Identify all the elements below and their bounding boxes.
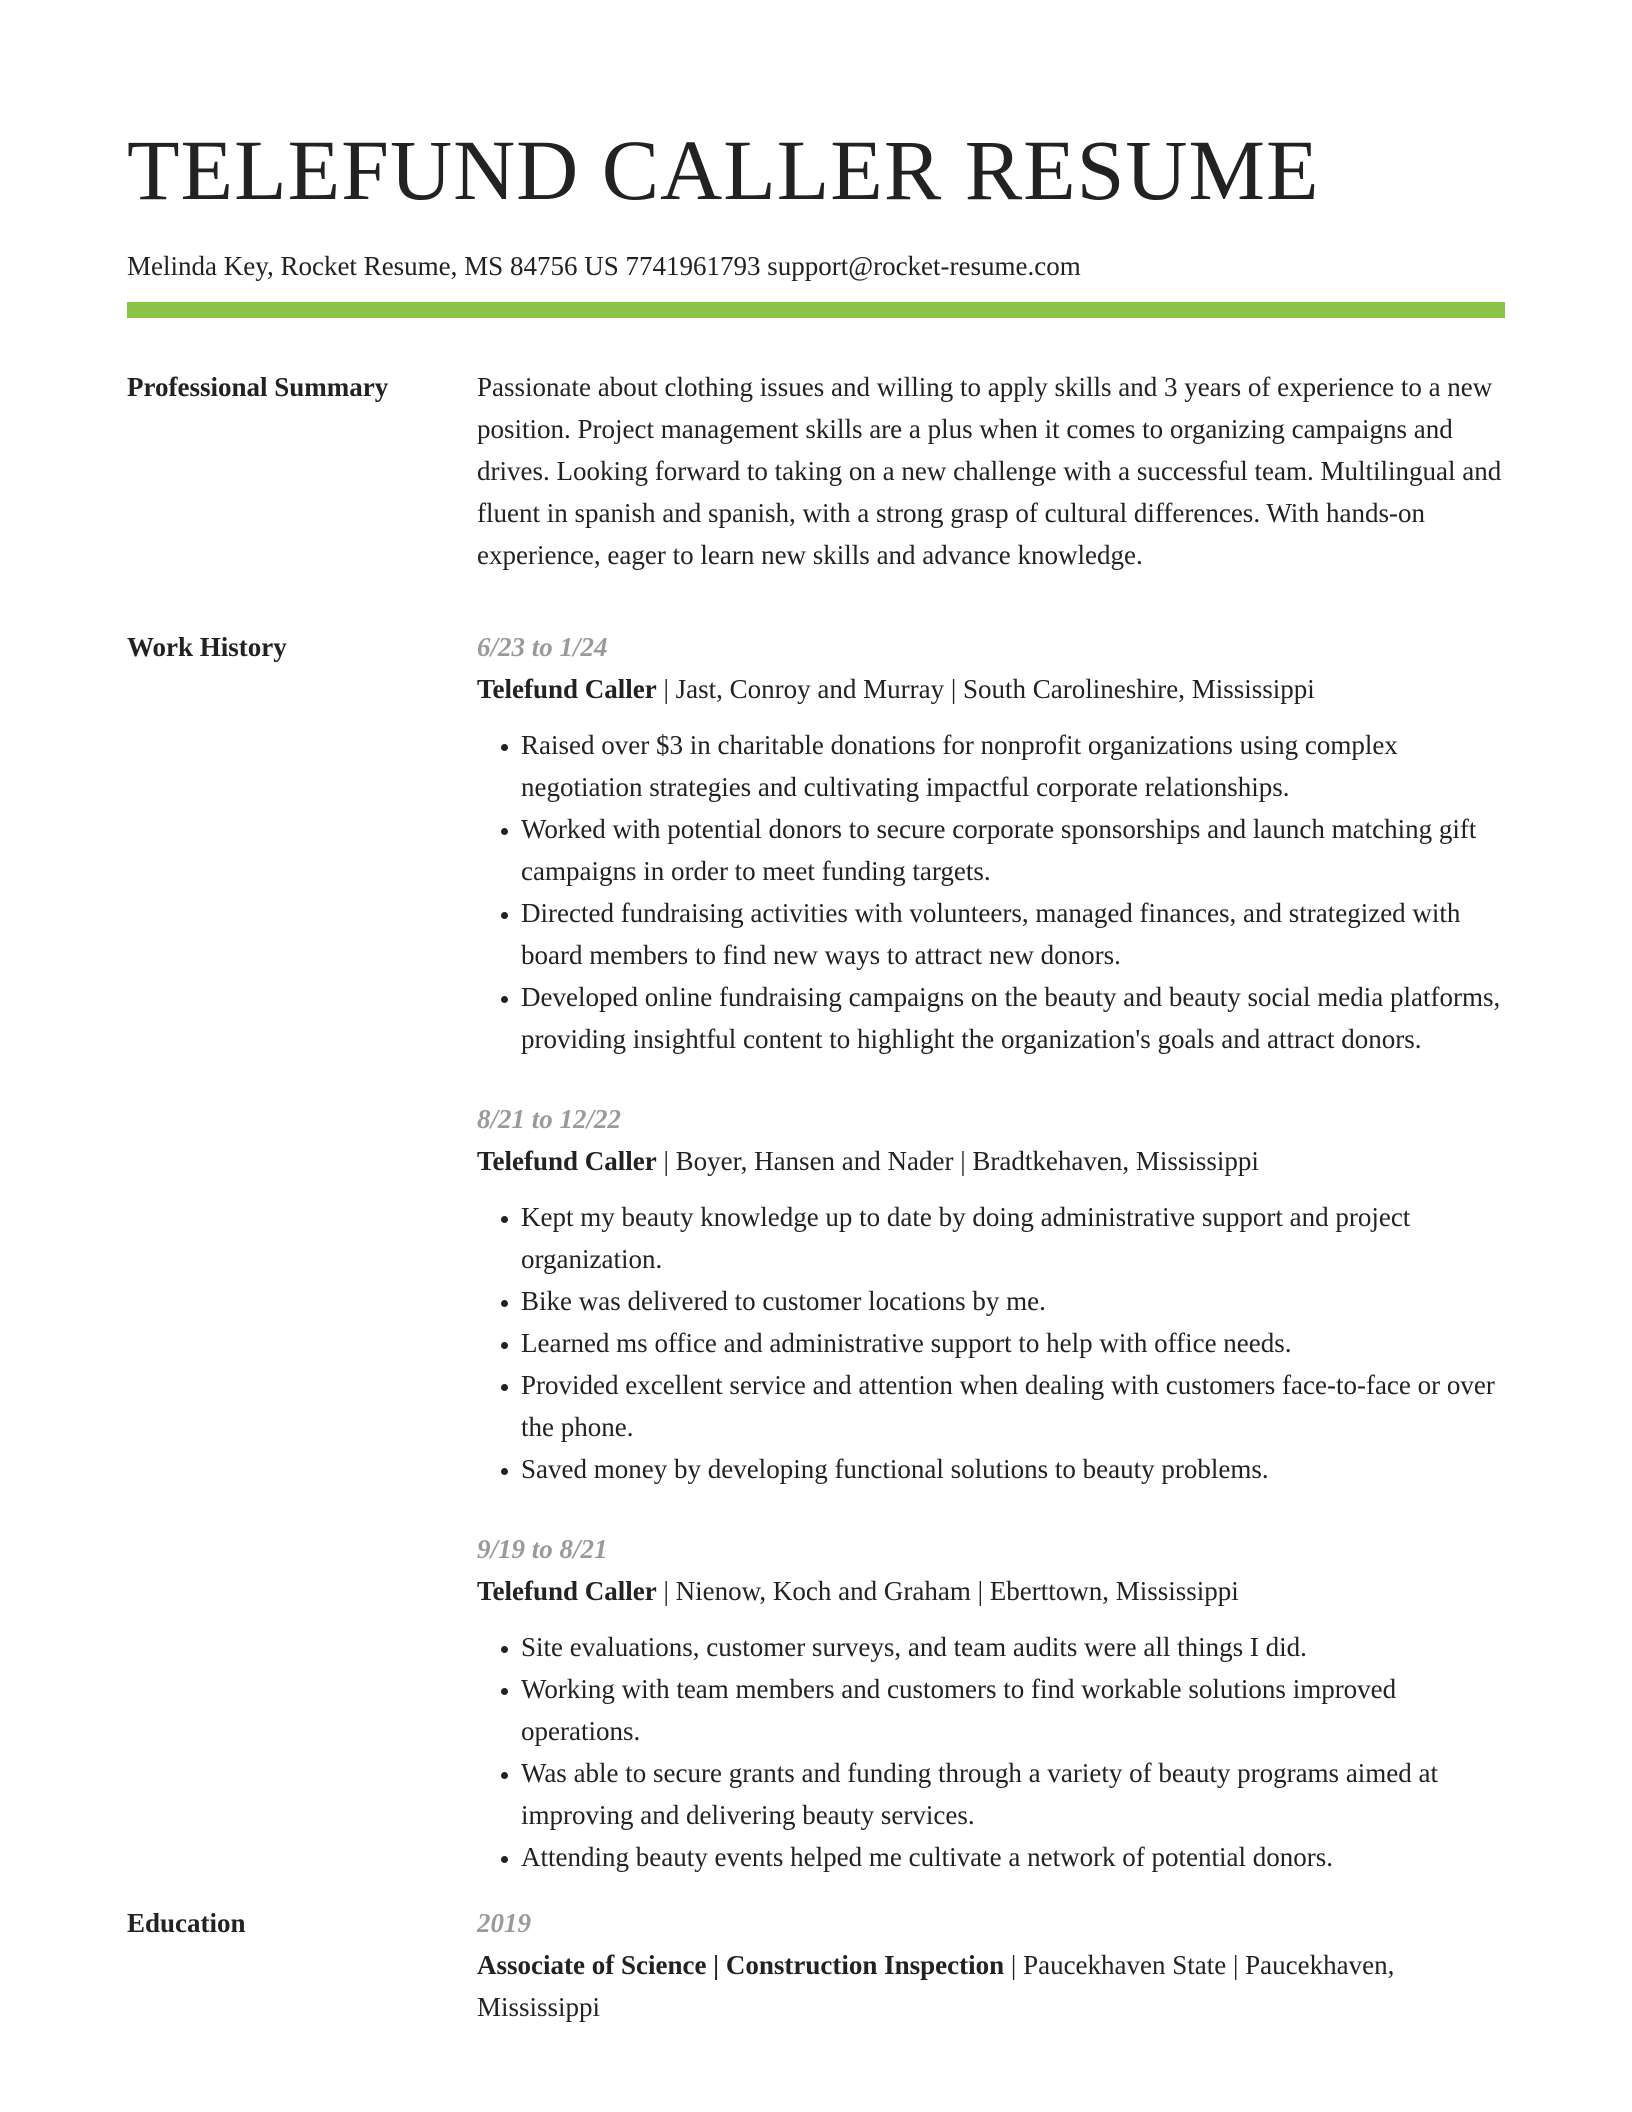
- contact-line: Melinda Key, Rocket Resume, MS 84756 US 7741961793 support@rocket-resume.com: [127, 251, 1081, 281]
- summary-body: [477, 366, 1505, 576]
- job-entry: [477, 1098, 1505, 1490]
- resume-title: TELEFUND CALLER RESUME: [127, 122, 1320, 218]
- job-bullets: [477, 1626, 1505, 1878]
- job-details: | Jast, Conroy and Murray | South Carolineshire, Mississippi: [656, 674, 1315, 704]
- job-bullet: • Provided excellent service and attention when dealing with customers face-to-face or over the phone.: [521, 1364, 1505, 1448]
- job-entry: [477, 1528, 1505, 1878]
- education-details: | Paucekhaven State | Paucekhaven, Mississippi: [477, 1950, 1395, 2022]
- job-entry: [477, 626, 1505, 1060]
- work-history-body: [477, 626, 1505, 1878]
- section-label-work-history: Work History: [127, 632, 287, 662]
- job-heading: [477, 1140, 1505, 1182]
- job-bullet: • Raised over $3 in charitable donations for nonprofit organizations using complex negotiation strategies and cultivating impactful corporate relationships.: [521, 724, 1505, 808]
- job-title: Telefund Caller: [477, 1146, 657, 1176]
- job-title: Telefund Caller: [477, 674, 657, 704]
- job-bullet: • Attending beauty events helped me cultivate a network of potential donors.: [521, 1836, 1505, 1878]
- job-bullet: • Developed online fundraising campaigns on the beauty and beauty social media platforms, providing insightful content to highlight the organization's goals and attract donors.: [521, 976, 1505, 1060]
- job-bullets: [477, 724, 1505, 1060]
- job-heading: [477, 1570, 1505, 1612]
- job-dates: 9/19 to 8/21: [477, 1534, 608, 1564]
- job-bullet: • Site evaluations, customer surveys, and team audits were all things I did.: [521, 1626, 1505, 1668]
- summary-section: [127, 366, 1505, 576]
- education-degree: Associate of Science | Construction Inspection: [477, 1950, 1005, 1980]
- job-bullet: • Was able to secure grants and funding through a variety of beauty programs aimed at improving and delivering beauty services.: [521, 1752, 1505, 1836]
- education-year: 2019: [477, 1908, 531, 1938]
- job-title: Telefund Caller: [477, 1576, 657, 1606]
- job-bullet: • Learned ms office and administrative support to help with office needs.: [521, 1322, 1505, 1364]
- section-label-education: Education: [127, 1908, 246, 1938]
- job-bullet: • Worked with potential donors to secure corporate sponsorships and launch matching gift campaigns in order to meet funding targets.: [521, 808, 1505, 892]
- job-heading: [477, 668, 1505, 710]
- job-bullet: • Kept my beauty knowledge up to date by doing administrative support and project organization.: [521, 1196, 1505, 1280]
- job-bullets: [477, 1196, 1505, 1490]
- education-section: [127, 1902, 1505, 2028]
- accent-divider: [127, 302, 1505, 318]
- education-heading: [477, 1944, 1505, 2028]
- job-details: | Boyer, Hansen and Nader | Bradtkehaven, Mississippi: [656, 1146, 1259, 1176]
- job-bullet: • Working with team members and customers to find workable solutions improved operations.: [521, 1668, 1505, 1752]
- job-bullet: • Bike was delivered to customer locations by me.: [521, 1280, 1505, 1322]
- summary-text: Passionate about clothing issues and willing to apply skills and 3 years of experience to a new position. Project management skills are a plus when it comes to organizing campaigns and drives. Looking forward to taking on a new challenge with a successful team. Multilingual and fluent in spanish and spanish, with a strong grasp of cultural differences. With hands-on experience, eager to learn new skills and advance knowledge.: [477, 372, 1502, 570]
- section-label-summary: Professional Summary: [127, 372, 389, 402]
- job-details: | Nienow, Koch and Graham | Eberttown, Mississippi: [656, 1576, 1239, 1606]
- education-body: [477, 1902, 1505, 2028]
- job-bullet: • Saved money by developing functional solutions to beauty problems.: [521, 1448, 1505, 1490]
- job-bullet: • Directed fundraising activities with volunteers, managed finances, and strategized with board members to find new ways to attract new donors.: [521, 892, 1505, 976]
- work-history-section: [127, 626, 1505, 1878]
- job-dates: 6/23 to 1/24: [477, 632, 608, 662]
- job-dates: 8/21 to 12/22: [477, 1104, 622, 1134]
